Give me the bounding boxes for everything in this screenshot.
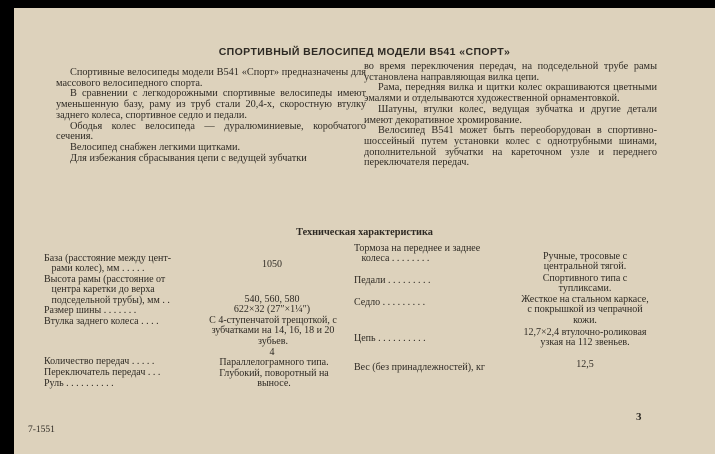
paragraph: Шатуны, втулки колес, ведущая зубчатка и другие детали имеют декоративное хромирование. — [364, 103, 657, 126]
spec-label-saddle: Седло . . . . . . . . . — [354, 297, 426, 308]
spec-label-chain: Цепь . . . . . . . . . . — [354, 333, 426, 344]
spec-label-frame-height: Высота рамы (расстояние от центра каретки до верха подседельной трубы), мм . . — [44, 274, 170, 306]
spec-value-handlebar: Глубокий, поворотный на выносе. — [219, 368, 329, 390]
article-title: СПОРТИВНЫЙ ВЕЛОСИПЕД МОДЕЛИ В541 «СПОРТ» — [218, 46, 511, 58]
paragraph: Велосипед снабжен легкими щитками. — [70, 141, 241, 153]
paragraph: Рама, передняя вилка и щитки колес окрашиваются цветными эмалями и отделываются художественной орнаментовкой. — [364, 82, 657, 105]
spec-label-brakes: Тормоза на переднее и заднее колеса . . . . . . . . — [354, 243, 481, 265]
paragraph: Велосипед В541 может быть переоборудован в спортивно-шоссейный путем установки колес с однотрубными шинами, дополнительной зубчатки на кареточном узле и переднего переключателя передач. — [364, 125, 657, 169]
spec-value-base: 1050 — [262, 259, 282, 270]
spec-label-derailleur: Переключатель передач . . . — [44, 367, 161, 378]
paragraph: Для избежания сбрасывания цепи с ведущей зубчатки — [70, 152, 307, 164]
spec-value-gear-count: 4 — [269, 347, 275, 358]
spec-value-frame-height: 540, 560, 580 — [244, 294, 300, 305]
paragraph: Ободья колес велосипеда — дуралюминиевые, коробчатого сечения. — [56, 120, 366, 143]
spec-label-gear-count: Количество передач . . . . . — [44, 356, 155, 367]
spec-value-brakes: Ручные, тросовые с центральной тягой. — [542, 251, 628, 273]
spec-value-derailleur: Параллелограмного типа. — [219, 357, 329, 368]
paragraph: во время переключения передач, на подседельной трубе рамы установлена направляющая вилка цепи. — [364, 61, 657, 83]
spec-label-tire-size: Размер шины . . . . . . . — [44, 305, 137, 316]
left-text-column — [56, 68, 366, 164]
spec-label-weight: Вес (без принадлежностей), кг — [354, 362, 486, 373]
spec-label-rear-hub: Втулка заднего колеса . . . . — [44, 316, 159, 327]
spec-label-handlebar: Руль . . . . . . . . . . — [44, 378, 114, 389]
page-number: 3 — [636, 411, 642, 423]
right-text-column — [364, 62, 657, 169]
spec-value-tire-size: 622×32 (27″×1¼″) — [233, 304, 311, 315]
spec-value-weight: 12,5 — [576, 359, 594, 370]
footer-code: 7-1551 — [28, 425, 55, 435]
spec-value-pedals: Спортивного типа с тупликсами. — [542, 273, 628, 295]
book-page — [14, 8, 715, 454]
paragraph: Спортивные велосипеды модели В541 «Спорт» предназначены для массового велосипедного спорта. — [56, 67, 366, 89]
spec-value-saddle: Жесткое на стальном каркасе, с покрышкой из чепрачной кожи. — [521, 294, 649, 326]
spec-label-base: База (расстояние между цент- рами колес), мм . . . . . — [44, 253, 172, 275]
spec-value-chain: 12,7×2,4 втулочно-роликовая узкая на 112 звеньев. — [523, 327, 647, 349]
spec-label-pedals: Педали . . . . . . . . . — [354, 275, 431, 286]
spec-value-rear-hub: С 4-ступенчатой трещоткой, с зубчатками на 14, 16, 18 и 20 зубьев. — [209, 315, 337, 347]
paragraph: В сравнении с легкодорожными спортивные велосипеды имеют уменьшенную базу, раму из труб стали 20,4-х, скоростную втулку заднего колеса, спортивное седло и педали. — [56, 88, 366, 121]
spec-heading: Техническая характеристика — [296, 227, 433, 238]
